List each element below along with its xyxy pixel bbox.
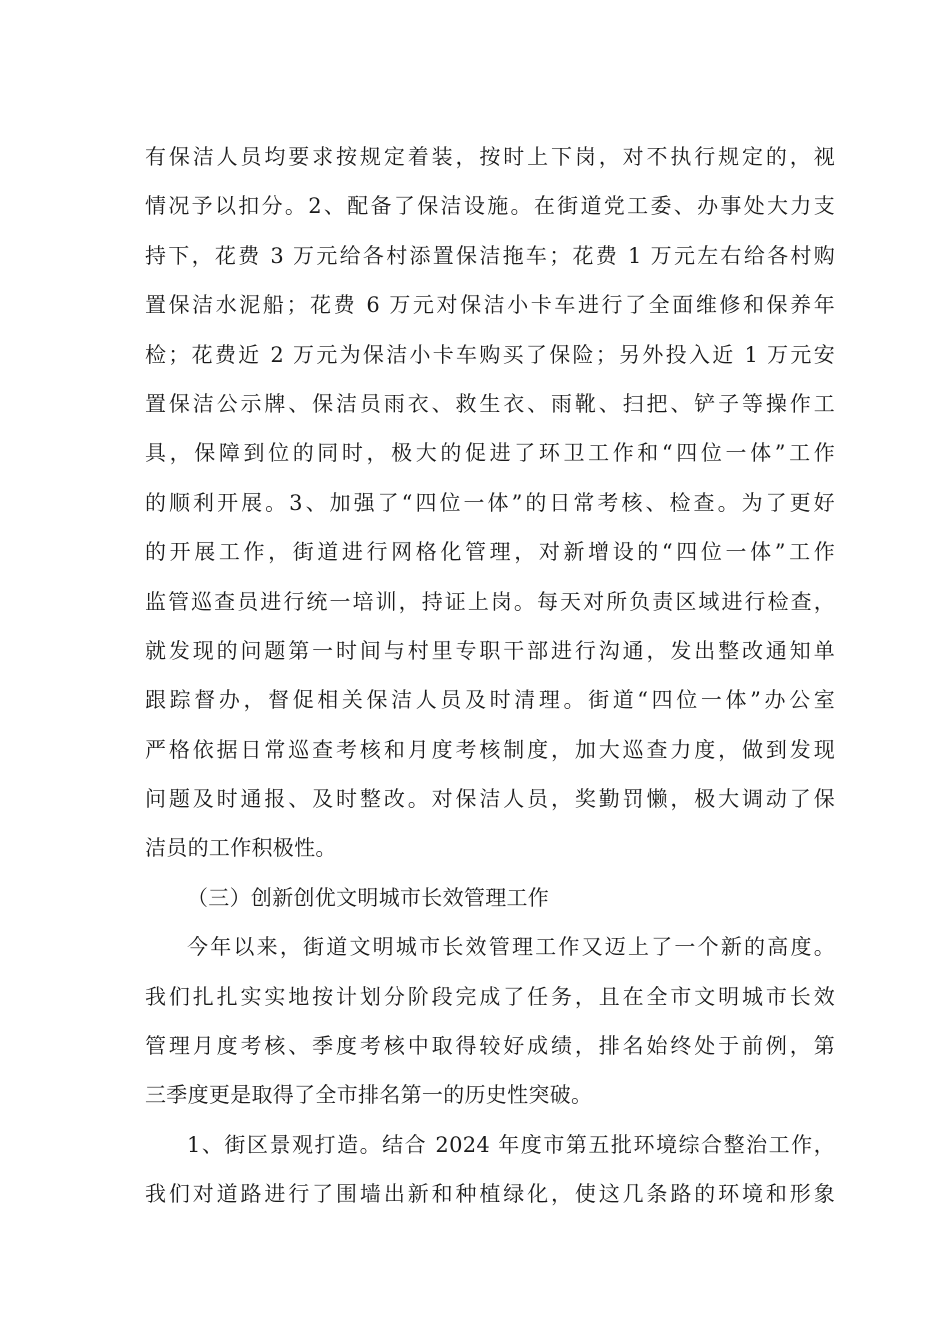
paragraph-line: 1、街区景观打造。结合 2024 年度市第五批环境综合整治工作， xyxy=(187,1132,835,1157)
paragraph-line: 置保洁水泥船；花费 6 万元对保洁小卡车进行了全面维修和保养年 xyxy=(145,293,835,318)
paragraph-line: 检；花费近 2 万元为保洁小卡车购买了保险；另外投入近 1 万元安 xyxy=(145,342,835,367)
paragraph-line: 三季度更是取得了全市排名第一的历史性突破。 xyxy=(145,1083,593,1108)
paragraph-line: 的顺利开展。3、加强了“四位一体”的日常考核、检查。为了更好 xyxy=(145,490,835,515)
paragraph-line: 有保洁人员均要求按规定着装，按时上下岗，对不执行规定的，视 xyxy=(145,145,835,169)
paragraph-line: 今年以来，街道文明城市长效管理工作又迈上了一个新的高度。 xyxy=(187,935,835,960)
paragraph-line: 严格依据日常巡查考核和月度考核制度，加大巡查力度，做到发现 xyxy=(145,737,835,762)
paragraph-line: 置保洁公示牌、保洁员雨衣、救生衣、雨靴、扫把、铲子等操作工 xyxy=(145,391,835,416)
paragraph-line: 的开展工作，街道进行网格化管理，对新增设的“四位一体”工作 xyxy=(145,540,835,565)
paragraph-line: 情况予以扣分。2、配备了保洁设施。在街道党工委、办事处大力支 xyxy=(145,194,835,219)
body-text xyxy=(145,133,835,1220)
paragraph-line: 管理月度考核、季度考核中取得较好成绩，排名始终处于前例，第 xyxy=(145,1034,835,1059)
paragraph-line: 监管巡查员进行统一培训，持证上岗。每天对所负责区域进行检查， xyxy=(145,589,835,614)
paragraph-line: 跟踪督办，督促相关保洁人员及时清理。街道“四位一体”办公室 xyxy=(145,688,835,713)
paragraph-line: 问题及时通报、及时整改。对保洁人员，奖勤罚懒，极大调动了保 xyxy=(145,787,835,812)
paragraph-line: 具，保障到位的同时，极大的促进了环卫工作和“四位一体”工作 xyxy=(145,441,835,466)
paragraph-line: 我们扎扎实实地按计划分阶段完成了任务，且在全市文明城市长效 xyxy=(145,984,835,1009)
paragraph-line: 洁员的工作积极性。 xyxy=(145,836,337,861)
paragraph-line: 持下，花费 3 万元给各村添置保洁拖车；花费 1 万元左右给各村购 xyxy=(145,243,835,268)
section-heading: （三）创新创优文明城市长效管理工作 xyxy=(187,885,550,910)
paragraph-line: 我们对道路进行了围墙出新和种植绿化，使这几条路的环境和形象 xyxy=(145,1182,835,1207)
paragraph-line: 就发现的问题第一时间与村里专职干部进行沟通，发出整改通知单 xyxy=(145,638,835,663)
